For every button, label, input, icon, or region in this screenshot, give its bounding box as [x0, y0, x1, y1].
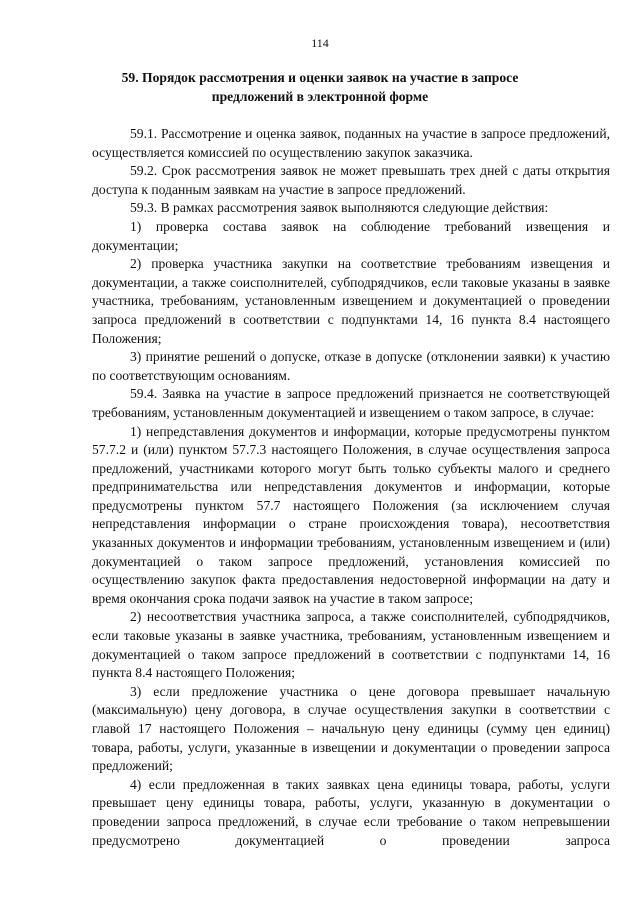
list-item-59-4-4: 4) если предложенная в таких заявках цена единицы товара, работы, услуги превышает цену единицы товара, работы, услуги, указанную в документации о проведении запроса предложений, в случае если требование о таком непревышении предусмотрено документацией о проведении запроса — [92, 776, 610, 848]
list-item-59-3-3: 3) принятие решений о допуске, отказе в допуске (отклонении заявки) к участию по соответствующим основаниям. — [92, 349, 610, 383]
document-body — [92, 125, 610, 850]
section-title — [92, 68, 548, 106]
section-title-line-2: предложений в электронной форме — [211, 89, 429, 104]
list-item-59-3-1: 1) проверка состава заявок на соблюдение требований извещения и документации; — [92, 218, 610, 253]
section-title-line-1: 59. Порядок рассмотрения и оценки заявок на участие в запросе — [121, 70, 519, 85]
list-item-59-4-1: 1) непредставления документов и информации, которые предусмотрены пунктом 57.7.2 и (или) пунктом 57.7.3 настоящего Положения, в случае осуществления запроса предложений, участниками которого могут быть только субъекты малого и среднего предпринимательства или непредставления документов и информации, которые предусмотрены пунктом 57.7 настоящего Положения (за исключением случая непредставления информации о стране происхождения товара), несоответствия указанных документов и информации требованиям, установленным извещением и (или) документацией о таком запросе предложений, установления комиссией по осуществлению закупок факта предоставления недостоверной информации на дату и время окончания срока подачи заявок на участие в таком запросе; — [92, 423, 610, 606]
paragraph-59-2: 59.2. Срок рассмотрения заявок не может превышать трех дней с даты открытия доступа к поданным заявкам на участие в запросе предложений. — [92, 163, 610, 197]
list-item-59-4-3: 3) если предложение участника о цене договора превышает начальную (максимальную) цену договора, в случае осуществления закупки в соответствии с главой 17 настоящего Положения – начальную цену единицы (сумму цен единиц) товара, работы, услуги, указанные в извещении и документации о проведении запроса предложений; — [92, 683, 610, 774]
paragraph-59-1: 59.1. Рассмотрение и оценка заявок, поданных на участие в запросе предложений, осуществляется комиссией по осуществлению закупок заказчика. — [92, 126, 610, 160]
paragraph-59-3: 59.3. В рамках рассмотрения заявок выполняются следующие действия: — [130, 200, 549, 216]
list-item-59-3-2: 2) проверка участника закупки на соответствие требованиям извещения и документации, а также соисполнителей, субподрядчиков, если таковые указаны в заявке участника, требованиям, установленным извещением и документацией о проведении запроса предложений в соответствии с подпунктами 14, 16 пункта 8.4 настоящего Положения; — [92, 256, 610, 346]
paragraph-59-4: 59.4. Заявка на участие в запросе предложений признается не соответствующей требованиям, установленным документацией и извещением о таком запросе, в случае: — [92, 386, 610, 420]
list-item-59-4-2: 2) несоответствия участника запроса, а также соисполнителей, субподрядчиков, если таковые указаны в заявке участника, требованиям, установленным извещением и документацией о таком запросе предложений в соответствии с подпунктами 14, 16 пункта 8.4 настоящего Положения; — [92, 609, 610, 681]
page-number: 114 — [311, 36, 329, 50]
